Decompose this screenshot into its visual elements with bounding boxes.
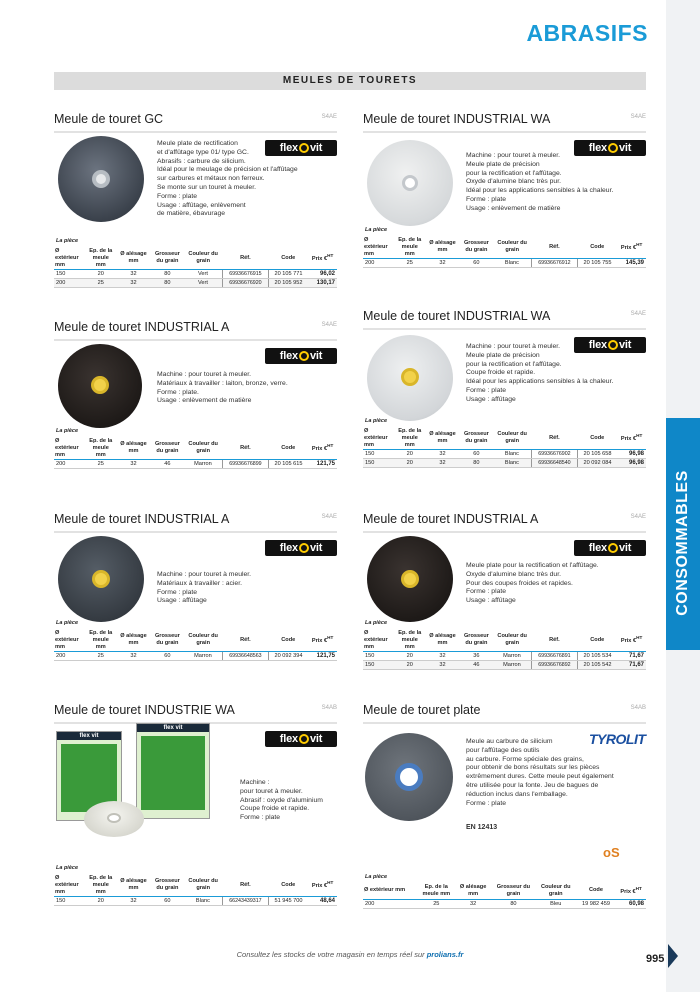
product-card bbox=[54, 110, 337, 287]
table-row: 200 25 32 80 Bleu 19 982 459 60,98 bbox=[365, 900, 644, 907]
product-description: Meule plate pour la rectification et l'affûtage. Oxyde d'alumine blanc très dur. Pour des coupes froides et rapides. Forme : plate Usage : affûtage bbox=[466, 562, 599, 605]
product-description: Meule plate de rectification et d'affûtage type 01/ type GC. Abrasifs : carbure de silicium. Idéal pour le meulage de précision et l'affûtage sur carbures et métaux non ferreux. Se monte sur un touret à meuler. Forme : plate Usage : affûtage, enlèvement de matière, ébavurage bbox=[157, 140, 298, 218]
product-code: S4AE bbox=[321, 322, 337, 328]
product-title: Meule de touret INDUSTRIAL A bbox=[363, 512, 539, 526]
product-description: Machine : pour touret à meuler. Meule plate de précision pour la rectification et l'affûtage. Oxyde d'alumine blanc très pur. Idéal pour les applications sensibles à la chaleur. Forme : plate Usage : enlèvement de matière bbox=[466, 152, 614, 212]
product-card bbox=[363, 110, 646, 267]
product-box-image: flex vit bbox=[56, 731, 122, 821]
page-number: 995 bbox=[646, 953, 665, 965]
wheel-hub bbox=[107, 813, 121, 823]
flexovit-logo: flex vit bbox=[265, 348, 337, 364]
wheel-hub bbox=[395, 763, 423, 791]
spec-table: Ø extérieur mm Ep. de la meule mm Ø alésage mm Grosseur du grain Couleur du grain Réf. Code Prix €$^{HT}$ 150 20 32 60 Blanc 69936676902 20 105 658 96,98 150 20 32 80 Blanc 69936648540 20 092 084 96,98 bbox=[364, 428, 644, 467]
spec-table: Ø extérieur mm Ep. de la meule mm Ø alésage mm Grosseur du grain Couleur du grain Réf. Code Prix €$^{HT}$ 150 20 32 80 Vert 69936676915 20 105 771 96,02 200 25 32 80 Vert 69936676920 20 105 952 130,17 bbox=[55, 248, 335, 287]
table-row: 200 25 32 46 Marron 69936676899 20 105 615 121,75 bbox=[56, 461, 335, 468]
spec-table: Ø extérieur mm Ep. de la meule mm Ø alésage mm Grosseur du grain Couleur du grain Réf. Code Prix €$^{HT}$ 200 25 32 46 Marron 69936676899 20 105 615 121,75 bbox=[55, 438, 335, 468]
table-row: 150 20 32 80 Blanc 69936648540 20 092 084 96,98 bbox=[365, 460, 644, 467]
product-code: S4AE bbox=[321, 114, 337, 120]
product-card bbox=[54, 701, 337, 905]
unit-label: La pièce bbox=[365, 620, 388, 626]
next-page-chevron-icon[interactable] bbox=[668, 944, 678, 968]
page-category-title: ABRASIFS bbox=[526, 20, 648, 46]
product-title: Meule de touret INDUSTRIAL A bbox=[54, 320, 230, 334]
product-title: Meule de touret plate bbox=[363, 703, 481, 717]
table-row: 200 25 32 60 Blanc 69936676912 20 105 755 145,39 bbox=[365, 260, 644, 267]
table-row: 150 20 32 80 Vert 69936676915 20 105 771 96,02 bbox=[56, 271, 335, 278]
product-description: Meule au carbure de silicium pour l'affûtage des outils au carbure. Forme spéciale des grains, pour obtenir de bons résultats sur les pièces extrêmement dures. Cette meule peut également être utilisée pour la fonte. Jeu de bagues de réduction inclus dans l'emballage. Forme : plate bbox=[466, 738, 614, 807]
spec-table: Ø extérieur mm Ep. de la meule mm Ø alésage mm Grosseur du grain Couleur du grain Réf. Code Prix €$^{HT}$ 150 20 32 60 Blanc 66243439317 51 945 700 48,64 bbox=[55, 875, 335, 905]
flexovit-logo: flex vit bbox=[265, 140, 337, 156]
footer-link[interactable]: prolians.fr bbox=[426, 950, 464, 959]
product-description: Machine : pour touret à meuler. Abrasif : oxyde d'aluminium Coupe froide et rapide. Forme : plate bbox=[240, 779, 323, 822]
product-title: Meule de touret INDUSTRIE WA bbox=[54, 703, 235, 717]
product-card bbox=[363, 307, 646, 467]
unit-label: La pièce bbox=[56, 428, 79, 434]
product-description: Machine : pour touret à meuler. Meule plate de précision pour la rectification et l'affûtage. Coupe froide et rapide. Idéal pour les applications sensibles à la chaleur. Forme : plate Usage : affûtage bbox=[466, 343, 614, 403]
product-card bbox=[54, 510, 337, 660]
wheel-hub bbox=[92, 170, 110, 188]
product-code: S4AB bbox=[321, 705, 337, 711]
category-side-tab-label: CONSOMMABLES bbox=[674, 470, 691, 616]
standard-norm: EN 12413 bbox=[466, 824, 498, 831]
unit-label: La pièce bbox=[365, 418, 388, 424]
spec-table: Ø extérieur mm Ep. de la meule mm Ø alésage mm Grosseur du grain Couleur du grain Réf. Code Prix €$^{HT}$ 150 20 32 36 Marron 69936676891 20 105 534 71,67 150 20 32 46 Marron 69936676892 20 105 542 71,67 bbox=[364, 630, 644, 669]
product-code: S4AE bbox=[630, 114, 646, 120]
product-card bbox=[54, 318, 337, 468]
product-title: Meule de touret INDUSTRIAL A bbox=[54, 512, 230, 526]
table-row: 150 20 32 46 Marron 69936676892 20 105 542 71,67 bbox=[365, 662, 644, 669]
spec-table: Ø extérieur mm Ep. de la meule mm Ø alésage mm Grosseur du grain Couleur du grain Réf. Code Prix €$^{HT}$ 200 25 32 60 Blanc 69936676912 20 105 755 145,39 bbox=[364, 237, 644, 267]
unit-label: La pièce bbox=[56, 865, 79, 871]
product-code: S4AB bbox=[630, 705, 646, 711]
product-code: S4AE bbox=[321, 514, 337, 520]
flexovit-logo: flex vit bbox=[265, 540, 337, 556]
table-row: 150 20 32 36 Marron 69936676891 20 105 534 71,67 bbox=[365, 653, 644, 660]
product-code: S4AE bbox=[630, 311, 646, 317]
unit-label: La pièce bbox=[56, 620, 79, 626]
spec-table: Ø extérieur mm Ep. de la meule mm Ø alésage mm Grosseur du grain Couleur du grain Code Prix €$^{HT}$ 200 25 32 80 Bleu 19 982 459 60,98 bbox=[364, 884, 644, 907]
table-row: 200 25 32 80 Vert 69936676920 20 105 952 130,17 bbox=[56, 280, 335, 287]
osa-certification-icon: oS bbox=[603, 845, 620, 860]
product-title: Meule de touret INDUSTRIAL WA bbox=[363, 112, 551, 126]
product-title: Meule de touret INDUSTRIAL WA bbox=[363, 309, 551, 323]
product-description: Machine : pour touret à meuler. Matériaux à travailler : laiton, bronze, verre. Forme : plate. Usage : enlèvement de matière bbox=[157, 371, 288, 405]
product-code: S4AE bbox=[630, 514, 646, 520]
footer-text: Consultez les stocks de votre magasin en temps réel sur prolians.fr bbox=[236, 950, 464, 959]
product-card bbox=[363, 701, 646, 907]
table-row: 150 20 32 60 Blanc 66243439317 51 945 700 48,64 bbox=[56, 898, 335, 905]
wheel-hub bbox=[402, 175, 418, 191]
product-box-image: flex vit bbox=[136, 723, 210, 819]
unit-label: La pièce bbox=[365, 874, 388, 880]
table-row: 150 20 32 60 Blanc 69936676902 20 105 658 96,98 bbox=[365, 451, 644, 458]
tyrolit-logo: TYROLIT bbox=[589, 731, 646, 747]
wheel-hub bbox=[401, 570, 419, 588]
flexovit-logo: flex vit bbox=[574, 540, 646, 556]
section-title: MEULES DE TOURETS bbox=[54, 72, 646, 90]
wheel-hub bbox=[92, 570, 110, 588]
flexovit-logo: flex vit bbox=[265, 731, 337, 747]
product-title: Meule de touret GC bbox=[54, 112, 164, 126]
unit-label: La pièce bbox=[56, 238, 79, 244]
unit-label: La pièce bbox=[365, 227, 388, 233]
flexovit-logo: flex vit bbox=[574, 337, 646, 353]
table-row: 200 25 32 60 Marron 69936648563 20 092 394 121,75 bbox=[56, 653, 335, 660]
product-card bbox=[363, 510, 646, 669]
flexovit-logo: flex vit bbox=[574, 140, 646, 156]
wheel-hub bbox=[91, 376, 109, 394]
spec-table: Ø extérieur mm Ep. de la meule mm Ø alésage mm Grosseur du grain Couleur du grain Réf. Code Prix €$^{HT}$ 200 25 32 60 Marron 69936648563 20 092 394 121,75 bbox=[55, 630, 335, 660]
product-description: Machine : pour touret à meuler. Matériaux à travailler : acier. Forme : plate Usage : affûtage bbox=[157, 571, 252, 605]
wheel-hub bbox=[401, 368, 419, 386]
